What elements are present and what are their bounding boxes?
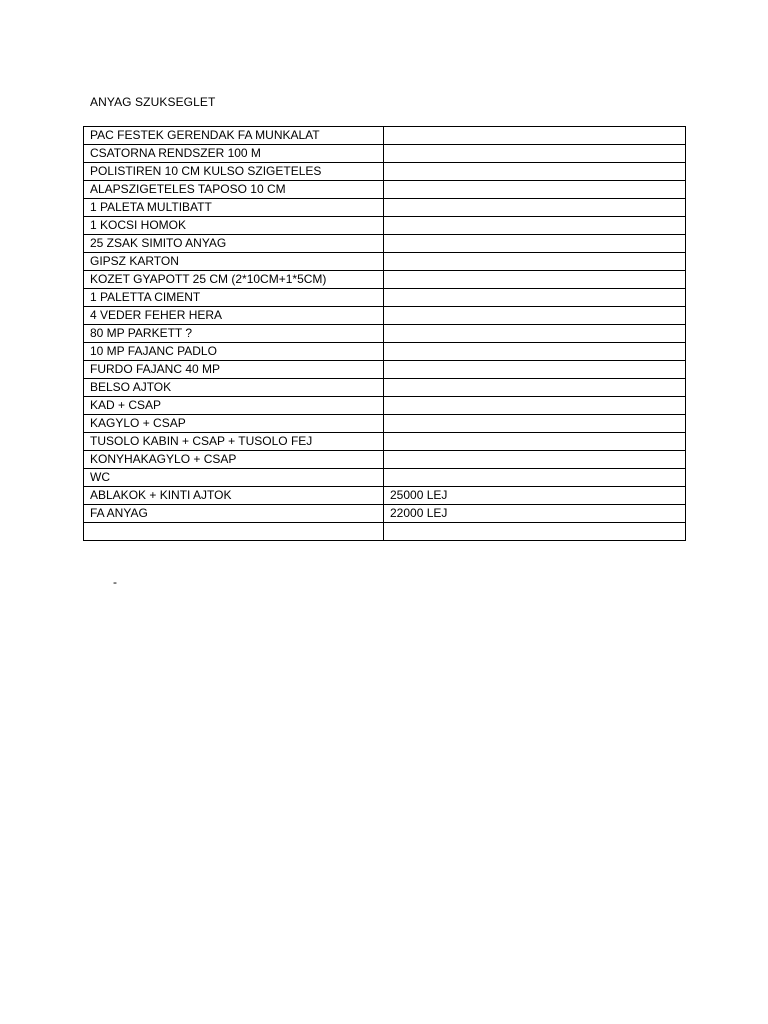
table-row	[84, 163, 686, 181]
price-cell	[384, 397, 686, 415]
item-cell: KAGYLO + CSAP	[84, 415, 384, 433]
table-row	[84, 523, 686, 541]
price-cell	[384, 451, 686, 469]
table-row	[84, 325, 686, 343]
table-row	[84, 145, 686, 163]
table-row	[84, 379, 686, 397]
price-cell	[384, 379, 686, 397]
table-row	[84, 361, 686, 379]
table-row	[84, 289, 686, 307]
price-cell	[384, 253, 686, 271]
materials-table-body	[84, 127, 686, 541]
item-cell	[84, 523, 384, 541]
price-cell	[384, 145, 686, 163]
price-cell	[384, 433, 686, 451]
table-row	[84, 307, 686, 325]
table-row	[84, 343, 686, 361]
item-cell: KOZET GYAPOTT 25 CM (2*10CM+1*5CM)	[84, 271, 384, 289]
price-cell	[384, 361, 686, 379]
price-cell	[384, 163, 686, 181]
item-cell: KAD + CSAP	[84, 397, 384, 415]
table-row	[84, 487, 686, 505]
item-cell: FURDO FAJANC 40 MP	[84, 361, 384, 379]
item-cell: POLISTIREN 10 CM KULSO SZIGETELES	[84, 163, 384, 181]
price-cell	[384, 289, 686, 307]
price-cell	[384, 469, 686, 487]
trailing-dash: -	[113, 575, 117, 589]
item-cell: TUSOLO KABIN + CSAP + TUSOLO FEJ	[84, 433, 384, 451]
item-cell: 25 ZSAK SIMITO ANYAG	[84, 235, 384, 253]
table-row	[84, 433, 686, 451]
item-cell: 80 MP PARKETT ?	[84, 325, 384, 343]
table-row	[84, 469, 686, 487]
price-cell: 25000 LEJ	[384, 487, 686, 505]
table-row	[84, 271, 686, 289]
item-cell: BELSO AJTOK	[84, 379, 384, 397]
item-cell: ABLAKOK + KINTI AJTOK	[84, 487, 384, 505]
document-title: ANYAG SZUKSEGLET	[90, 95, 216, 109]
item-cell: 1 PALETTA CIMENT	[84, 289, 384, 307]
item-cell: 1 PALETA MULTIBATT	[84, 199, 384, 217]
table-row	[84, 127, 686, 145]
price-cell	[384, 415, 686, 433]
item-cell: ALAPSZIGETELES TAPOSO 10 CM	[84, 181, 384, 199]
table-row	[84, 415, 686, 433]
price-cell	[384, 307, 686, 325]
table-row	[84, 505, 686, 523]
item-cell: WC	[84, 469, 384, 487]
table-row	[84, 199, 686, 217]
item-cell: 1 KOCSI HOMOK	[84, 217, 384, 235]
item-cell: CSATORNA RENDSZER 100 M	[84, 145, 384, 163]
table-row	[84, 235, 686, 253]
price-cell	[384, 325, 686, 343]
price-cell	[384, 235, 686, 253]
price-cell	[384, 181, 686, 199]
table-row	[84, 181, 686, 199]
table-row	[84, 217, 686, 235]
price-cell	[384, 523, 686, 541]
table-row	[84, 253, 686, 271]
item-cell: 4 VEDER FEHER HERA	[84, 307, 384, 325]
item-cell: GIPSZ KARTON	[84, 253, 384, 271]
price-cell	[384, 217, 686, 235]
table-row	[84, 451, 686, 469]
price-cell	[384, 199, 686, 217]
price-cell: 22000 LEJ	[384, 505, 686, 523]
price-cell	[384, 271, 686, 289]
table-row	[84, 397, 686, 415]
price-cell	[384, 127, 686, 145]
materials-table	[83, 126, 686, 541]
item-cell: FA ANYAG	[84, 505, 384, 523]
item-cell: KONYHAKAGYLO + CSAP	[84, 451, 384, 469]
price-cell	[384, 343, 686, 361]
item-cell: PAC FESTEK GERENDAK FA MUNKALAT	[84, 127, 384, 145]
item-cell: 10 MP FAJANC PADLO	[84, 343, 384, 361]
